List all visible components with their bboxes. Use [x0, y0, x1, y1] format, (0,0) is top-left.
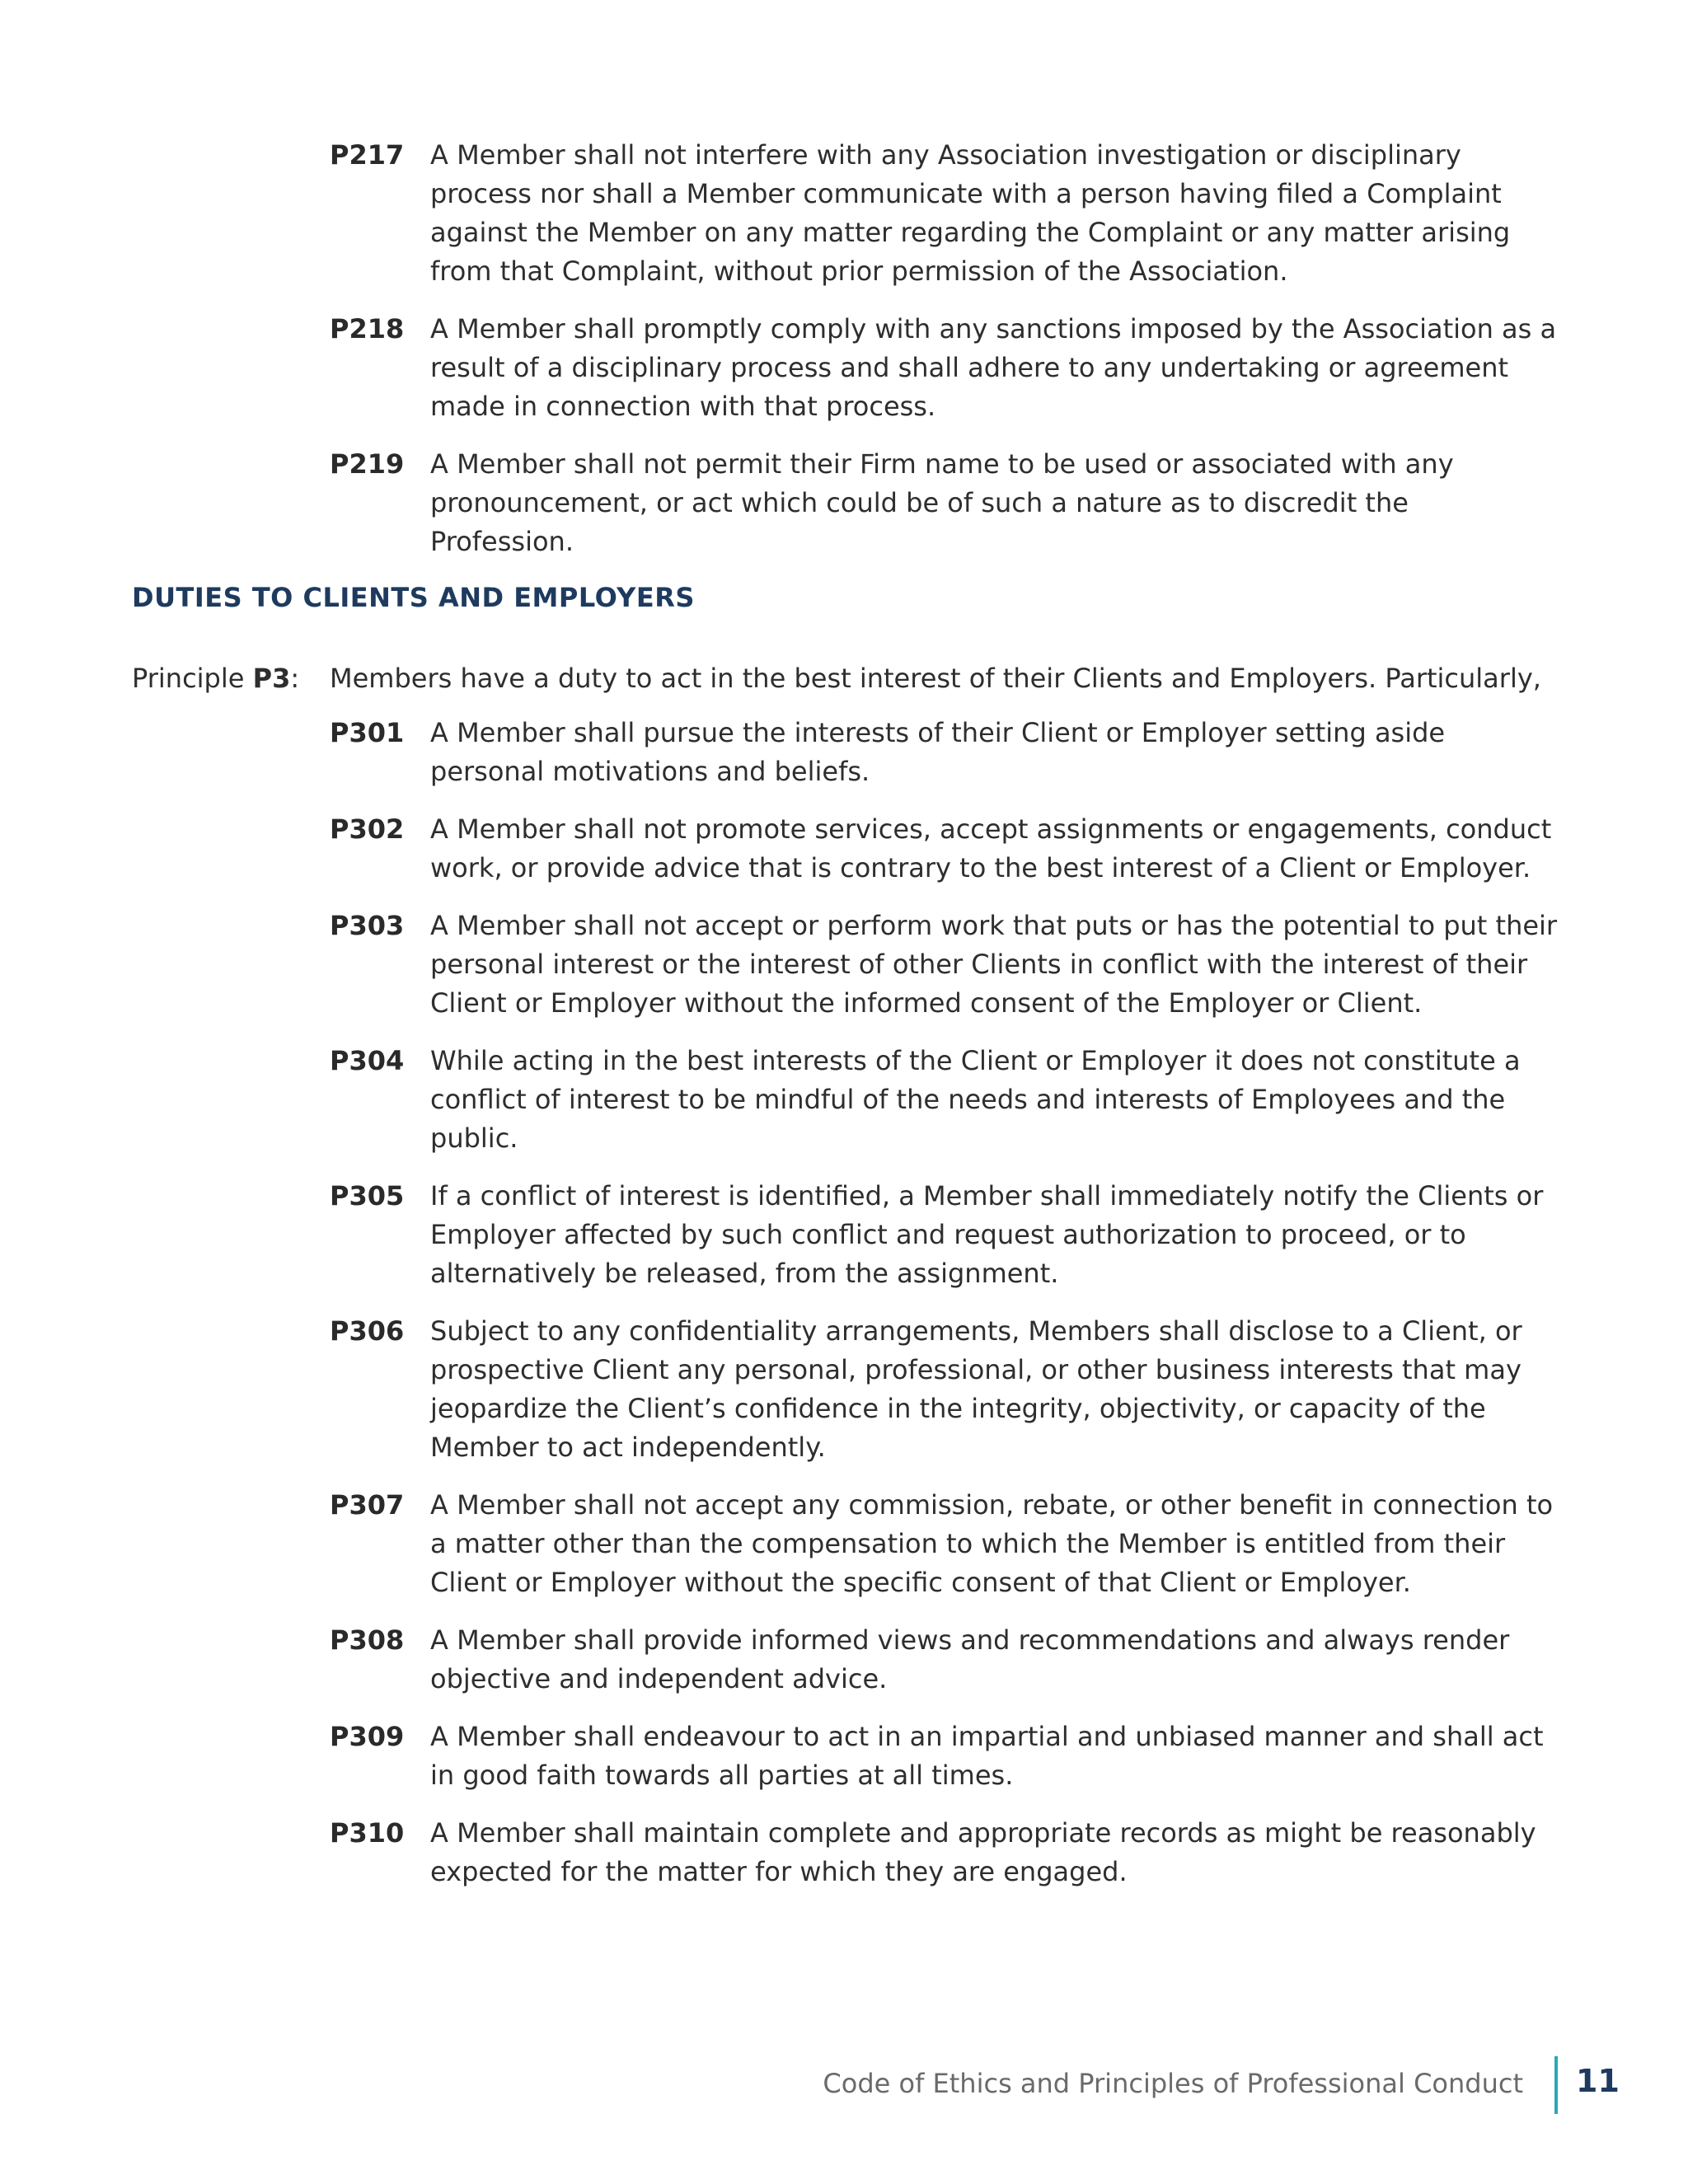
clause-item [330, 1177, 1566, 1293]
footer-document-title: Code of Ethics and Principles of Professional Conduct [823, 2068, 1523, 2099]
clause-text: A Member shall not permit their Firm name to be used or associated with any pronouncement, or act which could be of such a nature as to discredit the Profession. [430, 448, 1454, 557]
principle-text: Members have a duty to act in the best interest of their Clients and Employers. Particularly, [330, 663, 1541, 694]
clause-code: P305 [330, 1180, 405, 1212]
clause-item [330, 907, 1566, 1023]
clause-text: Subject to any confidentiality arrangements, Members shall disclose to a Client, or prospective Client any personal, professional, or other business interests that may jeopardize the Client’s confidence in the integrity, objectivity, or capacity of the Member to act independently. [430, 1315, 1522, 1463]
clause-text: A Member shall maintain complete and appropriate records as might be reasonably expected for the matter for which they are engaged. [430, 1817, 1536, 1887]
principle-prefix: Principle [132, 663, 253, 694]
clause-code: P303 [330, 910, 405, 941]
clause-code: P302 [330, 813, 405, 845]
clause-code: P308 [330, 1624, 405, 1656]
clause-item [330, 1621, 1566, 1699]
clause-item [330, 1814, 1566, 1891]
clause-item [330, 810, 1566, 888]
clause-item [330, 310, 1566, 426]
clause-code: P307 [330, 1489, 405, 1521]
clause-code: P309 [330, 1721, 405, 1752]
clause-text: While acting in the best interests of the Client or Employer it does not constitute a conflict of interest to be mindful of the needs and interests of Employees and the public. [430, 1045, 1521, 1154]
clause-text: A Member shall not accept any commission, rebate, or other benefit in connection to a matter other than the compensation to which the Member is entitled from their Client or Employer without the specific consent of that Client or Employer. [430, 1489, 1554, 1598]
clause-item [330, 445, 1566, 561]
page-footer [0, 2056, 1688, 2114]
clause-code: P218 [330, 313, 405, 344]
clause-text: A Member shall pursue the interests of their Client or Employer setting aside personal motivations and beliefs. [430, 717, 1446, 787]
clause-item [330, 714, 1566, 791]
clause-item [330, 1718, 1566, 1795]
clause-code: P310 [330, 1817, 405, 1849]
clause-text: A Member shall not interfere with any Association investigation or disciplinary process nor shall a Member communicate with a person having filed a Complaint against the Member on any matter regarding the Complaint or any matter arising from that Complaint, without prior permission of the Association. [430, 139, 1511, 287]
clause-code: P217 [330, 139, 405, 171]
principle-statement [132, 659, 1566, 698]
principle-suffix: : [290, 663, 300, 694]
clause-code: P219 [330, 448, 405, 480]
footer-divider [1554, 2056, 1558, 2114]
clause-item [330, 1042, 1566, 1158]
clause-text: A Member shall not promote services, accept assignments or engagements, conduct work, or provide advice that is contrary to the best interest of a Client or Employer. [430, 813, 1552, 883]
clause-code: P306 [330, 1315, 405, 1347]
section-heading: DUTIES TO CLIENTS AND EMPLOYERS [132, 582, 695, 613]
clause-item [330, 1312, 1566, 1467]
clause-item [330, 136, 1566, 291]
principle-label [132, 659, 330, 698]
clause-text: A Member shall promptly comply with any sanctions imposed by the Association as a result of a disciplinary process and shall adhere to any undertaking or agreement made in connection with that process. [430, 313, 1557, 422]
p3-clause-list [330, 714, 1566, 1910]
p2-clause-list [330, 136, 1566, 580]
clause-code: P301 [330, 717, 405, 748]
clause-text: A Member shall endeavour to act in an impartial and unbiased manner and shall act in good faith towards all parties at all times. [430, 1721, 1544, 1791]
clause-item [330, 1486, 1566, 1602]
page-number: 11 [1576, 2063, 1620, 2099]
clause-text: If a conflict of interest is identified, a Member shall immediately notify the Clients or Employer affected by such conflict and request authorization to proceed, or to alternatively be released, from the assignment. [430, 1180, 1544, 1289]
clause-text: A Member shall provide informed views and recommendations and always render objective and independent advice. [430, 1624, 1510, 1694]
clause-text: A Member shall not accept or perform work that puts or has the potential to put their personal interest or the interest of other Clients in conflict with the interest of their Client or Employer without the informed consent of the Employer or Client. [430, 910, 1558, 1019]
principle-code: P3 [252, 663, 291, 694]
clause-code: P304 [330, 1045, 405, 1076]
